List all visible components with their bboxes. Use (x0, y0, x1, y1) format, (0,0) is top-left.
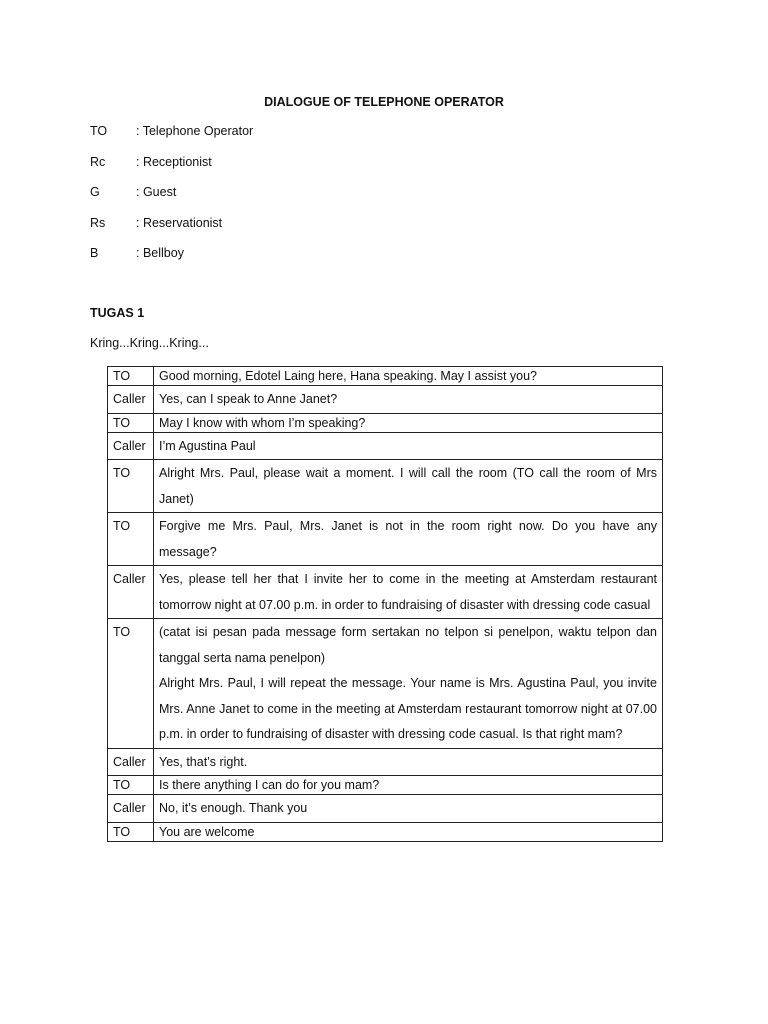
message-cell: Yes, please tell her that I invite her to come in the meeting at Amsterdam restaurant tomorrow night at 07.00 p.m. in order to fundraising of disaster with dressing code casual (154, 566, 663, 619)
dialogue-table (107, 366, 663, 842)
message-cell: You are welcome (154, 822, 663, 841)
message-cell: I’m Agustina Paul (154, 432, 663, 460)
document-title: DIALOGUE OF TELEPHONE OPERATOR (264, 95, 504, 109)
legend-abbr: Rs (90, 215, 106, 230)
message-cell (154, 619, 663, 749)
speaker-cell: Caller (108, 432, 154, 460)
legend-desc: : Reservationist (136, 215, 223, 230)
legend-desc: : Telephone Operator (136, 124, 254, 138)
speaker-cell: Caller (108, 386, 154, 414)
operator-note: (catat isi pesan pada message form sertakan no telpon si penelpon, waktu telpon dan tanggal serta nama penelpon) (159, 625, 657, 665)
speaker-cell: TO (108, 413, 154, 432)
legend-desc: : Bellboy (136, 246, 184, 260)
table-row (108, 386, 663, 414)
legend-row (90, 246, 253, 277)
legend-abbr: B (90, 246, 99, 260)
speaker-cell: Caller (108, 566, 154, 619)
task-heading: TUGAS 1 (90, 306, 145, 320)
speaker-cell: TO (108, 776, 154, 795)
table-row (108, 513, 663, 566)
message-cell: Good morning, Edotel Laing here, Hana speaking. May I assist you? (154, 367, 663, 386)
speaker-cell: Caller (108, 748, 154, 776)
legend-row (90, 155, 253, 186)
message-cell: No, it’s enough. Thank you (154, 795, 663, 823)
legend-row (90, 216, 253, 247)
table-row (108, 822, 663, 841)
table-row (108, 566, 663, 619)
table-row (108, 367, 663, 386)
table-row (108, 795, 663, 823)
legend-abbr: Rc (90, 154, 106, 169)
message-cell: May I know with whom I’m speaking? (154, 413, 663, 432)
speaker-cell: TO (108, 367, 154, 386)
speaker-cell: TO (108, 822, 154, 841)
legend-row (90, 185, 253, 216)
legend-row (90, 124, 253, 155)
message-cell: Is there anything I can do for you mam? (154, 776, 663, 795)
table-row (108, 619, 663, 749)
table-row (108, 460, 663, 513)
table-row (108, 432, 663, 460)
message-text: Alright Mrs. Paul, I will repeat the message. Your name is Mrs. Agustina Paul, you invite Mrs. Anne Janet to come in the meeting at Amsterdam restaurant tomorrow night at 07.00 p.m. in order to fundraising of disaster with dressing code casual. Is that right mam? (159, 676, 657, 741)
intro-text: Kring...Kring...Kring... (90, 336, 209, 350)
legend-desc: : Guest (136, 185, 177, 199)
table-row (108, 413, 663, 432)
legend-abbr: TO (90, 124, 108, 138)
speaker-cell: TO (108, 619, 154, 749)
message-cell: Forgive me Mrs. Paul, Mrs. Janet is not in the room right now. Do you have any message? (154, 513, 663, 566)
legend-abbr: G (90, 185, 100, 199)
table-row (108, 776, 663, 795)
message-cell: Alright Mrs. Paul, please wait a moment. I will call the room (TO call the room of Mrs Janet) (154, 460, 663, 513)
role-legend (90, 124, 253, 277)
speaker-cell: TO (108, 460, 154, 513)
message-cell: Yes, can I speak to Anne Janet? (154, 386, 663, 414)
table-row (108, 748, 663, 776)
speaker-cell: Caller (108, 795, 154, 823)
message-cell: Yes, that’s right. (154, 748, 663, 776)
legend-desc: : Receptionist (136, 154, 212, 169)
speaker-cell: TO (108, 513, 154, 566)
